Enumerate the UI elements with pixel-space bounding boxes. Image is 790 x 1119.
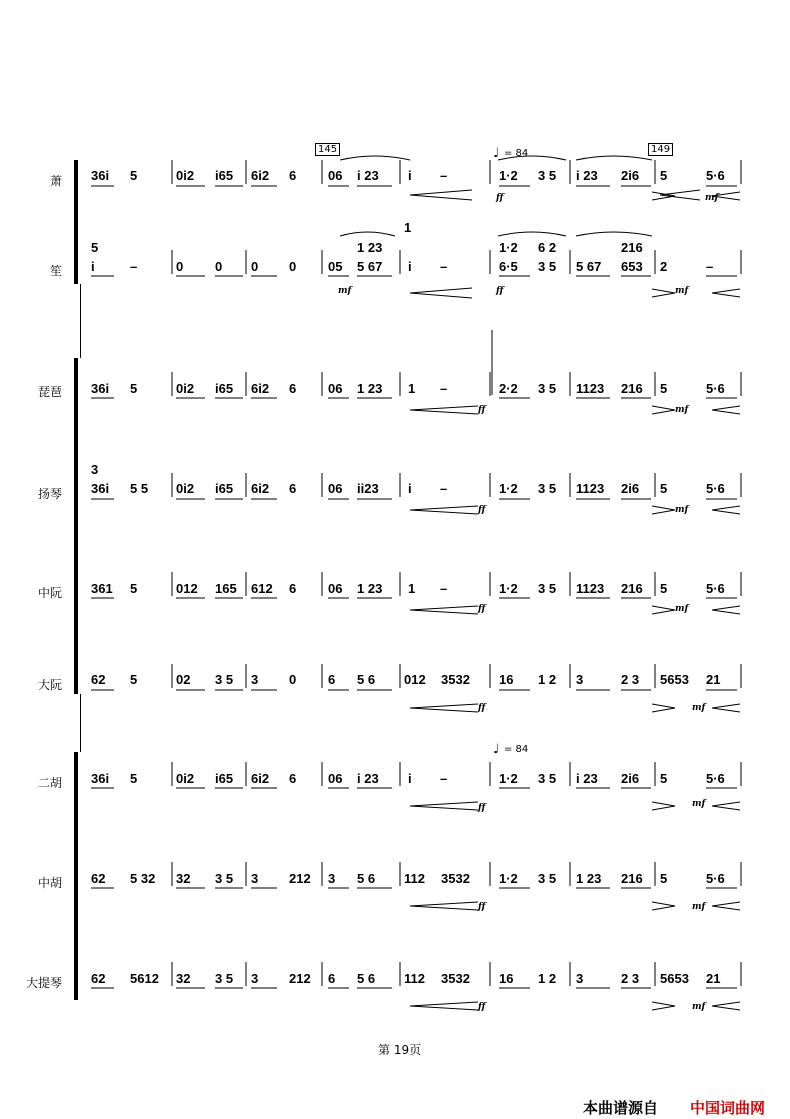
dynamic-mf: mf	[338, 286, 352, 296]
note-cell: 5 6	[357, 871, 376, 886]
instrument-label-zhonghu: 中胡	[37, 876, 62, 890]
note-cell: 2i6	[621, 168, 640, 183]
note-cell: 0	[215, 259, 223, 274]
note-cell: 3 5	[215, 971, 234, 986]
note-cell: i	[408, 168, 412, 183]
note-cell: 5	[130, 771, 138, 786]
note-cell: 1	[408, 581, 416, 596]
note-cell: 6i2	[251, 381, 270, 396]
note-cell: 5	[130, 168, 138, 183]
note-cell: 216	[621, 381, 643, 396]
note-cell: 012	[404, 672, 426, 687]
note-cell: 0i2	[176, 168, 195, 183]
note-cell: 5612	[130, 971, 159, 986]
dash: –	[440, 168, 448, 183]
note-cell: i	[408, 481, 412, 496]
dash: –	[706, 259, 714, 274]
note-cell: 06	[328, 481, 343, 496]
note-cell: 212	[289, 871, 311, 886]
dynamic-ff: ff	[478, 902, 486, 912]
dynamic-ff: ff	[478, 505, 486, 515]
hairpin-decrescendo	[652, 406, 675, 410]
hairpin-crescendo	[712, 293, 740, 297]
hairpin-decrescendo	[652, 289, 675, 293]
note-cell: 361	[91, 581, 113, 596]
hairpin	[410, 410, 478, 414]
note-cell: 212	[289, 971, 311, 986]
hairpin-crescendo	[712, 1006, 740, 1010]
dynamic-mf: mf	[675, 286, 689, 296]
note-cell: 0	[176, 259, 184, 274]
note-cell: 3	[251, 971, 259, 986]
note-cell: 1·2	[499, 481, 518, 496]
hairpin	[410, 704, 478, 708]
note-cell: 6i2	[251, 168, 270, 183]
slur	[340, 232, 395, 236]
hairpin	[410, 1002, 478, 1006]
hairpin	[410, 606, 478, 610]
note-cell: 6	[289, 581, 297, 596]
note-cell: 06	[328, 581, 343, 596]
hairpin-decrescendo	[652, 606, 675, 610]
quarter-note-icon: ♩	[493, 742, 500, 757]
hairpin-crescendo	[712, 902, 740, 906]
note-cell: i65	[215, 771, 234, 786]
note-cell: 3 5	[538, 871, 557, 886]
note-cell: i	[408, 771, 412, 786]
hairpin-decrescendo	[652, 1006, 675, 1010]
note-cell: i 23	[357, 771, 379, 786]
note-cell: i65	[215, 481, 234, 496]
note-cell-upper: 3	[91, 462, 99, 477]
note-cell: 5	[130, 581, 138, 596]
note-cell: 3 5	[538, 259, 557, 274]
instrument-label-daruan: 大阮	[37, 678, 62, 692]
dynamic-mf: mf	[692, 1002, 706, 1012]
hairpin-decrescendo	[652, 902, 675, 906]
note-cell: i65	[215, 381, 234, 396]
note-cell: 5 6	[357, 672, 376, 687]
note-cell: 16	[499, 971, 514, 986]
instrument-label-datiqin: 大提琴	[25, 976, 62, 990]
note-cell: i	[91, 259, 95, 274]
hairpin-decrescendo	[652, 610, 675, 614]
note-cell-upper: 1·2	[499, 240, 518, 255]
hairpin-crescendo	[712, 806, 740, 810]
slur	[498, 156, 566, 160]
note-cell: 5	[660, 871, 668, 886]
note-cell: 6i2	[251, 481, 270, 496]
note-cell: 1 2	[538, 672, 557, 687]
dynamic-mf: mf	[692, 703, 706, 713]
note-cell: 3	[328, 871, 336, 886]
note-cell: 3	[251, 672, 259, 687]
note-cell: 1123	[576, 481, 605, 496]
note-cell: i	[408, 259, 412, 274]
slur	[576, 156, 652, 160]
hairpin-decrescendo	[652, 196, 675, 200]
note-cell: 32	[176, 871, 191, 886]
hairpin	[410, 806, 478, 810]
dynamic-ff: ff	[496, 193, 504, 203]
note-cell: 21	[706, 971, 721, 986]
note-cell: 112	[404, 971, 425, 986]
note-cell: 5 67	[576, 259, 602, 274]
hairpin-crescendo	[712, 606, 740, 610]
note-cell: 6	[328, 971, 336, 986]
hairpin	[410, 1006, 478, 1010]
note-cell: 216	[621, 581, 643, 596]
hairpin	[410, 902, 478, 906]
hairpin	[410, 406, 478, 410]
hairpin-crescendo	[712, 406, 740, 410]
hairpin	[410, 195, 472, 200]
note-cell: 6	[289, 481, 297, 496]
note-cell: 0	[289, 259, 297, 274]
hairpin-decrescendo	[652, 1002, 675, 1006]
hairpin	[410, 510, 478, 514]
hairpin-crescendo	[712, 506, 740, 510]
note-cell: 1·2	[499, 581, 518, 596]
dynamic-mf: mf	[675, 604, 689, 614]
quarter-note-icon: ♩	[493, 146, 500, 161]
hairpin-decrescendo	[652, 510, 675, 514]
note-cell: 3	[251, 871, 259, 886]
tempo-marking-erhu: = 84	[504, 744, 529, 755]
hairpin-crescendo	[712, 610, 740, 614]
note-cell: 5 6	[357, 971, 376, 986]
hairpin-decrescendo	[652, 802, 675, 806]
note-cell: 36i	[91, 381, 110, 396]
note-cell: 0	[289, 672, 297, 687]
note-cell: i65	[215, 168, 234, 183]
note-cell: 0i2	[176, 481, 195, 496]
note-cell: 6	[289, 381, 297, 396]
note-cell: 02	[176, 672, 191, 687]
dynamic-ff: ff	[496, 286, 504, 296]
note-cell: 6	[289, 168, 297, 183]
note-cell: 5	[130, 672, 138, 687]
page-number: 第 19页	[378, 1043, 422, 1057]
hairpin-crescendo	[712, 192, 740, 196]
note-cell: 06	[328, 168, 343, 183]
hairpin	[410, 288, 472, 293]
note-cell: 0	[251, 259, 259, 274]
note-cell: 112	[404, 871, 425, 886]
note-cell: 21	[706, 672, 721, 687]
slur	[498, 232, 566, 236]
note-cell: 653	[621, 259, 643, 274]
note-cell: 2	[660, 259, 668, 274]
dash: –	[440, 481, 448, 496]
hairpin-decrescendo	[652, 704, 675, 708]
note-cell: 5	[130, 381, 138, 396]
note-cell: 36i	[91, 481, 110, 496]
note-cell: 3 5	[538, 771, 557, 786]
note-cell: 5	[660, 771, 668, 786]
note-cell: 62	[91, 971, 106, 986]
footer-source-label: 本曲谱源自	[583, 1099, 659, 1117]
hairpin-decrescendo	[652, 293, 675, 297]
dash: –	[440, 581, 448, 596]
note-cell: 05	[328, 259, 343, 274]
note-cell: 06	[328, 771, 343, 786]
dash: –	[440, 771, 448, 786]
note-cell: 1 23	[357, 381, 383, 396]
hairpin-crescendo	[712, 906, 740, 910]
hairpin-crescendo	[712, 196, 740, 200]
note-cell: 62	[91, 871, 106, 886]
note-cell: i 23	[357, 168, 379, 183]
note-cell: 1 2	[538, 971, 557, 986]
note-cell: 1	[408, 381, 416, 396]
note-cell: 5·6	[706, 168, 725, 183]
dynamic-ff: ff	[478, 405, 486, 415]
note-cell: 6i2	[251, 771, 270, 786]
note-cell: 2i6	[621, 481, 640, 496]
note-cell: 3 5	[538, 481, 557, 496]
hairpin-decrescendo	[652, 708, 675, 712]
note-cell: 2 3	[621, 672, 640, 687]
note-cell: 5·6	[706, 771, 725, 786]
note-cell: 5·6	[706, 871, 725, 886]
note-cell: 5·6	[706, 381, 725, 396]
note-cell: 3	[576, 971, 584, 986]
note-cell: 5 67	[357, 259, 383, 274]
note-cell: 36i	[91, 771, 110, 786]
note-cell: 5·6	[706, 581, 725, 596]
note-cell: 5 5	[130, 481, 149, 496]
dynamic-mf: mf	[705, 193, 719, 203]
hairpin	[410, 293, 472, 298]
dynamic-ff: ff	[478, 803, 486, 813]
note-cell: 6·5	[499, 259, 518, 274]
note-cell: 5653	[660, 971, 689, 986]
slur	[340, 156, 410, 160]
note-cell: 5	[91, 240, 99, 255]
hairpin-decrescendo	[652, 410, 675, 414]
hairpin-decrescendo	[652, 806, 675, 810]
rehearsal-mark-145: 145	[315, 143, 340, 156]
note-cell: 1123	[576, 581, 605, 596]
note-cell: 1·2	[499, 771, 518, 786]
note-cell: 0i2	[176, 381, 195, 396]
note-cell: 36i	[91, 168, 110, 183]
note-cell: 1 23	[576, 871, 602, 886]
dynamic-mf: mf	[675, 505, 689, 515]
note-cell: 0i2	[176, 771, 195, 786]
hairpin	[410, 708, 478, 712]
note-cell: 6	[289, 771, 297, 786]
note-cell: 2i6	[621, 771, 640, 786]
hairpin-crescendo	[712, 704, 740, 708]
note-cell: 3532	[441, 871, 470, 886]
note-cell: ii23	[357, 481, 379, 496]
hairpin-decrescendo	[652, 506, 675, 510]
note-cell: 1·2	[499, 168, 518, 183]
dynamic-mf: mf	[692, 799, 706, 809]
dynamic-ff: ff	[478, 1002, 486, 1012]
note-cell: 3532	[441, 672, 470, 687]
hairpin-decrescendo	[652, 906, 675, 910]
instrument-label-sheng: 笙	[49, 264, 62, 278]
dash: –	[130, 259, 138, 274]
note-cell: 62	[91, 672, 106, 687]
hairpin-crescendo	[712, 802, 740, 806]
note-cell: 5	[660, 168, 668, 183]
note-cell: 3532	[441, 971, 470, 986]
note-cell: 3 5	[538, 381, 557, 396]
hairpin-crescendo	[712, 510, 740, 514]
note-cell: 1·2	[499, 871, 518, 886]
note-cell-upper: 216	[621, 240, 643, 255]
instrument-label-zhongruan: 中阮	[37, 586, 62, 600]
instrument-label-pipa: 琵琶	[37, 385, 62, 399]
hairpin	[410, 802, 478, 806]
note-cell: 5 32	[130, 871, 156, 886]
hairpin-crescendo	[712, 708, 740, 712]
note-cell: 16	[499, 672, 514, 687]
rehearsal-mark-149: 149	[648, 143, 673, 156]
note-cell: 06	[328, 381, 343, 396]
note-cell-upper: 6 2	[538, 240, 557, 255]
note-cell: 5·6	[706, 481, 725, 496]
dynamic-ff: ff	[478, 604, 486, 614]
note-cell: 2 3	[621, 971, 640, 986]
instrument-label-erhu: 二胡	[37, 776, 62, 790]
note-cell: 612	[251, 581, 273, 596]
dynamic-mf: mf	[692, 902, 706, 912]
dash: –	[440, 381, 448, 396]
note-cell: 216	[621, 871, 643, 886]
instrument-label-yangqin: 扬琴	[37, 487, 62, 501]
note-cell: 165	[215, 581, 237, 596]
hairpin	[410, 610, 478, 614]
note-cell: 6	[328, 672, 336, 687]
footer-site-link[interactable]: 中国词曲网	[690, 1099, 766, 1117]
note-cell: 32	[176, 971, 191, 986]
tempo-marking: = 84	[504, 148, 529, 159]
hairpin-crescendo	[712, 289, 740, 293]
hairpin	[410, 906, 478, 910]
note-cell: 3 5	[215, 672, 234, 687]
hairpin-crescendo	[712, 1002, 740, 1006]
note-cell: 5	[660, 581, 668, 596]
hairpin	[410, 506, 478, 510]
note-cell-upper: 1	[404, 220, 412, 235]
note-cell: 3 5	[215, 871, 234, 886]
dynamic-mf: mf	[675, 405, 689, 415]
note-cell: i 23	[576, 771, 598, 786]
note-cell: 5	[660, 381, 668, 396]
slur	[576, 232, 652, 236]
hairpin	[410, 190, 472, 195]
instrument-label-xiao: 萧	[49, 174, 62, 188]
note-cell: 012	[176, 581, 198, 596]
note-cell: 3 5	[538, 168, 557, 183]
dynamic-ff: ff	[478, 703, 486, 713]
hairpin-crescendo	[712, 410, 740, 414]
dash: –	[440, 259, 448, 274]
note-cell: 1 23	[357, 581, 383, 596]
note-cell-upper: 1 23	[357, 240, 383, 255]
note-cell: 1123	[576, 381, 605, 396]
note-cell: 5	[660, 481, 668, 496]
note-cell: 3 5	[538, 581, 557, 596]
note-cell: i 23	[576, 168, 598, 183]
note-cell: 3	[576, 672, 584, 687]
note-cell: 2·2	[499, 381, 518, 396]
note-cell: 5653	[660, 672, 689, 687]
